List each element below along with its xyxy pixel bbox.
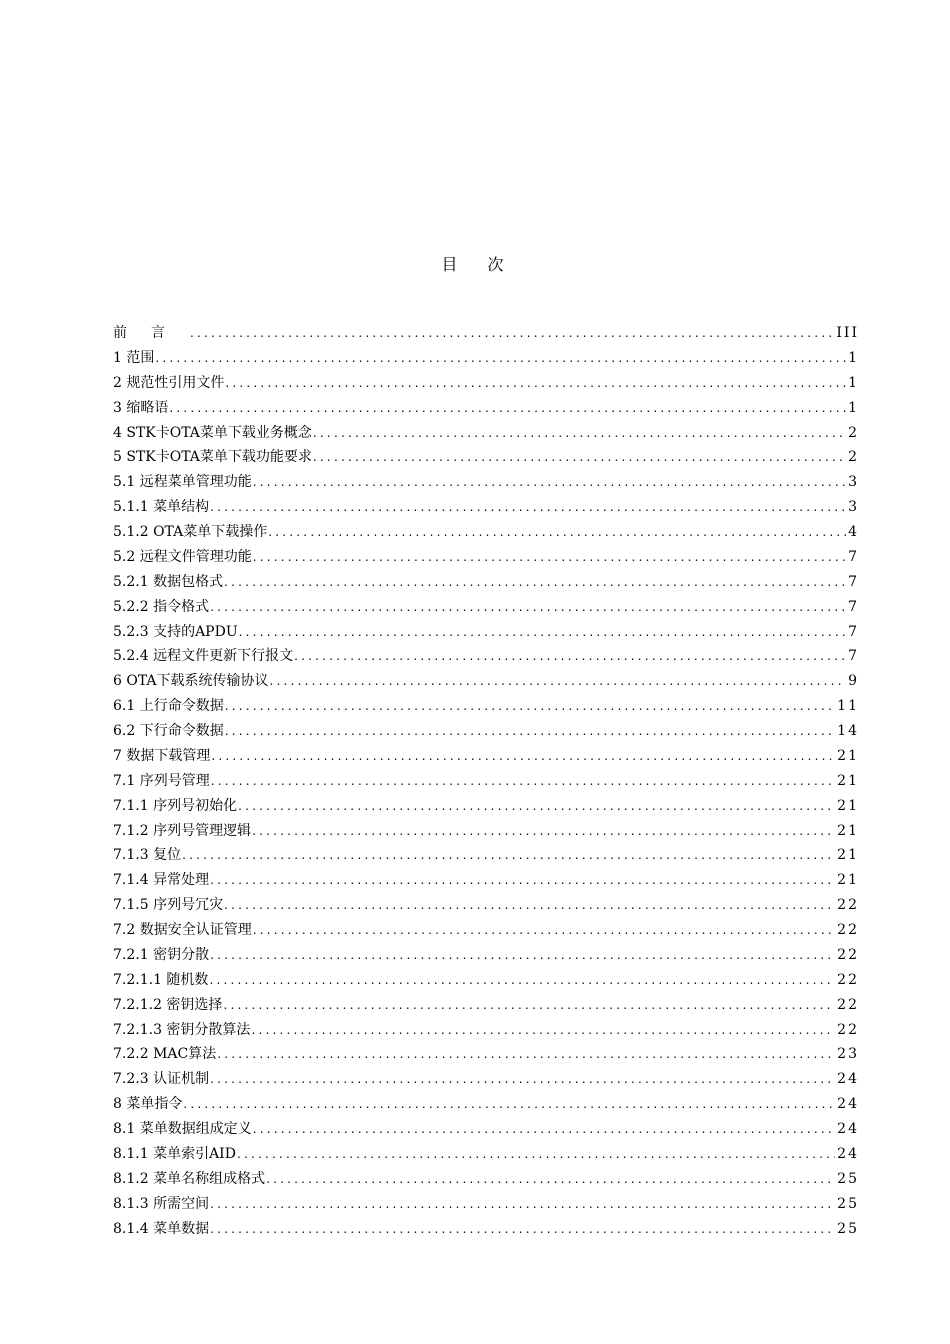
toc-leader-dots [169,396,846,421]
toc-entry-page-number: 21 [837,872,859,889]
toc-entry[interactable] [113,644,859,669]
toc-entry-page-number: 23 [837,1046,859,1063]
toc-leader-dots [183,1092,835,1117]
toc-leader-dots [268,520,846,545]
toc-entry[interactable] [113,893,859,918]
toc-leader-dots [270,669,847,694]
toc-entry-label: 5.2.3 支持的APDU [113,623,238,640]
toc-entry-page-number: 7 [848,573,859,590]
toc-entry-page-number: 1 [848,349,859,366]
toc-entry-label: 6.2 下行命令数据 [113,723,224,739]
toc-entry[interactable] [113,421,859,446]
toc-entry-label: 8.1.2 菜单名称组成格式 [113,1170,266,1187]
toc-entry-label: 7.1.4 异常处理 [113,872,210,889]
toc-entry[interactable] [113,445,859,470]
toc-leader-dots [225,719,835,744]
toc-leader-dots [237,1142,835,1167]
toc-entry-label: 5.1 远程菜单管理功能 [113,474,252,491]
toc-leader-dots [210,595,846,620]
toc-entry-label: 8.1 菜单数据组成定义 [113,1121,252,1137]
toc-entry[interactable] [113,1117,859,1142]
toc-entry[interactable] [113,470,859,495]
toc-entry[interactable] [113,1042,859,1067]
toc-entry[interactable] [113,794,859,819]
toc-entry[interactable] [113,744,859,769]
toc-entry-label: 7.1.5 序列号冗灾 [113,897,224,914]
toc-leader-dots [239,620,846,645]
toc-entry[interactable] [113,1167,859,1192]
toc-entry-page-number: 21 [837,772,859,789]
toc-entry-page-number: 21 [837,847,859,864]
toc-leader-dots [253,918,835,943]
toc-leader-dots [266,1167,835,1192]
toc-entry-label: 2 规范性引用文件 [113,374,225,391]
toc-entry-page-number: 24 [837,1121,859,1137]
toc-entry[interactable] [113,1092,859,1117]
toc-entry[interactable] [113,545,859,570]
toc-leader-dots [217,1042,835,1067]
toc-entry[interactable] [113,1217,859,1242]
toc-entry-page-number: 2 [848,449,859,466]
toc-leader-dots [253,1117,835,1142]
toc-entry[interactable] [113,769,859,794]
toc-list [113,321,859,1241]
toc-entry-label: 7.1.2 序列号管理逻辑 [113,822,252,839]
toc-entry-page-number: 11 [837,698,859,715]
toc-leader-dots [155,346,846,371]
toc-leader-dots [210,943,835,968]
toc-title: 目次 [441,255,534,274]
toc-entry[interactable] [113,321,859,346]
toc-entry[interactable] [113,819,859,844]
toc-entry-page-number: 7 [848,548,859,565]
toc-entry[interactable] [113,520,859,545]
toc-entry-page-number: 25 [837,1220,859,1237]
toc-entry-label: 8 菜单指令 [113,1096,183,1113]
toc-entry[interactable] [113,943,859,968]
toc-entry[interactable] [113,719,859,744]
toc-entry-page-number: 21 [837,822,859,839]
toc-entry[interactable] [113,1067,859,1092]
toc-entry[interactable] [113,843,859,868]
toc-leader-dots [211,744,835,769]
toc-leader-dots [210,1067,835,1092]
toc-entry-label: 7.1.1 序列号初始化 [113,797,238,814]
toc-entry-label: 4 STK卡OTA菜单下载业务概念 [113,424,312,441]
toc-entry-label: 3 缩略语 [113,399,169,416]
toc-leader-dots [224,570,846,595]
toc-entry-page-number: 25 [837,1170,859,1187]
toc-entry-page-number: 24 [837,1145,859,1162]
toc-entry-label: 7.2.3 认证机制 [113,1071,210,1088]
toc-entry-page-number: 22 [837,996,859,1013]
toc-entry[interactable] [113,1018,859,1043]
toc-entry-page-number: 24 [837,1096,859,1113]
toc-entry[interactable] [113,993,859,1018]
toc-leader-dots [210,1192,835,1217]
toc-entry-page-number: 24 [837,1071,859,1088]
toc-leader-dots [211,769,835,794]
toc-entry-label: 8.1.3 所需空间 [113,1195,210,1212]
toc-entry-label: 5.1.1 菜单结构 [113,499,210,516]
toc-entry-label: 1 范围 [113,349,155,366]
toc-leader-dots [294,644,846,669]
toc-entry-label: 5 STK卡OTA菜单下载功能要求 [113,449,312,466]
toc-entry-page-number: 21 [837,797,859,814]
toc-entry-label: 7.2.2 MAC算法 [113,1046,217,1063]
toc-leader-dots [210,868,835,893]
toc-entry[interactable] [113,968,859,993]
toc-entry-page-number: 7 [848,598,859,615]
toc-leader-dots [225,694,835,719]
toc-leader-dots [313,421,846,446]
toc-entry-page-number: 22 [837,922,859,938]
toc-entry-label: 5.2.2 指令格式 [113,598,210,615]
toc-entry[interactable] [113,1142,859,1167]
toc-leader-dots [253,545,846,570]
toc-entry-page-number: 3 [848,499,859,516]
toc-entry[interactable] [113,396,859,421]
toc-leader-dots [253,470,846,495]
toc-leader-dots [252,819,835,844]
toc-entry-label: 5.2.1 数据包格式 [113,573,224,590]
toc-entry[interactable] [113,595,859,620]
toc-entry[interactable] [113,495,859,520]
toc-leader-dots [313,445,846,470]
toc-entry-page-number: III [836,325,859,341]
toc-entry-label: 5.2 远程文件管理功能 [113,548,252,565]
toc-entry-page-number: 21 [837,747,859,764]
toc-leader-dots [210,495,846,520]
toc-entry-label: 7.2.1.2 密钥选择 [113,996,223,1013]
toc-entry-label: 5.1.2 OTA菜单下载操作 [113,524,268,540]
toc-entry-label: 6.1 上行命令数据 [113,698,224,715]
toc-entry[interactable] [113,669,859,694]
toc-leader-dots [251,1018,835,1043]
toc-entry-label: 7.1 序列号管理 [113,772,210,789]
toc-entry-label: 7 数据下载管理 [113,747,211,764]
toc-leader-dots [238,794,835,819]
toc-entry[interactable] [113,346,859,371]
toc-entry[interactable] [113,868,859,893]
toc-entry-page-number: 22 [837,946,859,963]
toc-entry-label: 7.2.1.1 随机数 [113,971,209,988]
toc-leader-dots [190,321,834,346]
toc-entry-label: 8.1.1 菜单索引AID [113,1145,236,1162]
toc-entry-label: 7.2 数据安全认证管理 [113,922,252,938]
toc-entry[interactable] [113,620,859,645]
toc-entry-page-number: 9 [848,673,859,690]
toc-entry-page-number: 4 [848,524,859,540]
toc-entry[interactable] [113,1192,859,1217]
toc-leader-dots [225,371,846,396]
toc-entry-page-number: 2 [848,424,859,441]
toc-entry-page-number: 22 [837,897,859,914]
toc-entry-page-number: 7 [848,648,859,665]
toc-entry[interactable] [113,371,859,396]
toc-leader-dots [224,893,835,918]
toc-entry-label: 8.1.4 菜单数据 [113,1220,210,1237]
toc-entry[interactable] [113,694,859,719]
toc-leader-dots [209,968,835,993]
toc-entry[interactable] [113,918,859,943]
toc-leader-dots [223,993,835,1018]
toc-leader-dots [210,1217,835,1242]
toc-entry-page-number: 1 [848,374,859,391]
toc-entry-page-number: 3 [848,474,859,491]
toc-entry-page-number: 25 [837,1195,859,1212]
toc-leader-dots [182,843,835,868]
toc-entry-page-number: 1 [848,399,859,416]
toc-entry-label: 6 OTA下载系统传输协议 [113,673,269,690]
toc-entry-label: 前言 [113,325,189,341]
toc-entry-page-number: 22 [837,1021,859,1038]
toc-entry-label: 7.2.1 密钥分散 [113,946,210,963]
toc-entry-page-number: 14 [837,723,859,739]
toc-entry[interactable] [113,570,859,595]
toc-entry-label: 7.2.1.3 密钥分散算法 [113,1021,251,1038]
toc-entry-page-number: 7 [848,623,859,640]
toc-entry-label: 7.1.3 复位 [113,847,182,864]
toc-entry-label: 5.2.4 远程文件更新下行报文 [113,648,294,665]
toc-entry-page-number: 22 [837,971,859,988]
